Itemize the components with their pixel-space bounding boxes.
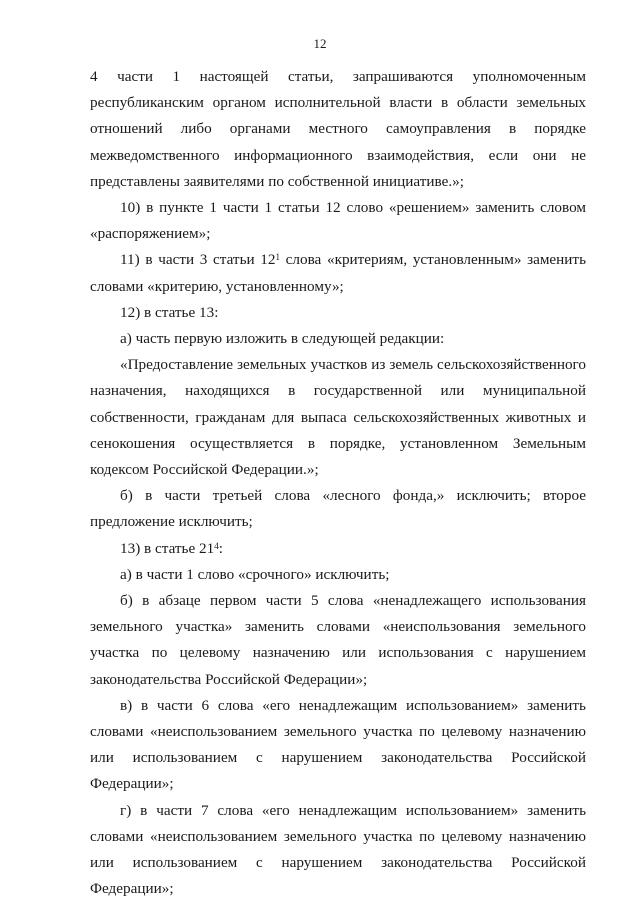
paragraph-item-13-end: : xyxy=(218,539,223,557)
superscript: 4 xyxy=(214,540,219,551)
page-number: 12 xyxy=(313,36,327,51)
paragraph-continuation: 4 части 1 настоящей статьи, запрашиваются уполномоченным республиканским органом исполнительной власти в области земельных отношений либо органами местного самоуправления в порядке межведомственного информационного взаимодействия, если они не представлены заявителями по собственной инициативе.»; xyxy=(90,68,586,190)
paragraph-item-13a: а) в части 1 слово «срочного» исключить; xyxy=(120,565,390,583)
paragraph-quote: «Предоставление земельных участков из земель сельскохозяйственного назначения, находящихся в государственной или муниципальной собственности, гражданам для выпаса сельскохозяйственных животных и сенокошения осуществляется в порядке, установленном Земельным кодексом Российской Федерации.»; xyxy=(90,356,586,479)
paragraph-item-13g: г) в части 7 слова «его ненадлежащим использованием» заменить словами «неиспользованием земельного участка по целевому назначению или использованием с нарушением законодательства Российской Федерации»; xyxy=(90,801,586,898)
superscript: 1 xyxy=(275,252,280,263)
paragraph-item-13 xyxy=(90,536,586,562)
paragraph-item-10: 10) в пункте 1 части 1 статьи 12 слово «решением» заменить словом «распоряжением»; xyxy=(90,199,586,243)
paragraph-item-13-start: 13) в статье 21 xyxy=(120,539,215,557)
paragraph-item-11-end: слова «критериям, установленным» заменить словами «критерию, установленному»; xyxy=(90,251,586,295)
paragraph-item-11-start: 11) в части 3 статьи 12 xyxy=(120,251,276,269)
paragraph-item-12a: а) часть первую изложить в следующей редакции: xyxy=(120,330,445,348)
paragraph-item-13v: в) в части 6 слова «его ненадлежащим использованием» заменить словами «неиспользованием земельного участка по целевому назначению или использованием с нарушением законодательства Российской Федерации»; xyxy=(90,696,586,793)
document-body xyxy=(90,64,586,903)
paragraph-item-12: 12) в статье 13: xyxy=(120,303,219,321)
paragraph-item-11 xyxy=(90,247,586,299)
paragraph-item-12b: б) в части третьей слова «лесного фонда,» исключить; второе предложение исключить; xyxy=(90,487,586,531)
paragraph-item-13b: б) в абзаце первом части 5 слова «ненадлежащего использования земельного участка» заменить словами «неиспользования земельного участка по целевому назначению или использования с нарушением законодательства Российской Федерации»; xyxy=(90,592,586,688)
